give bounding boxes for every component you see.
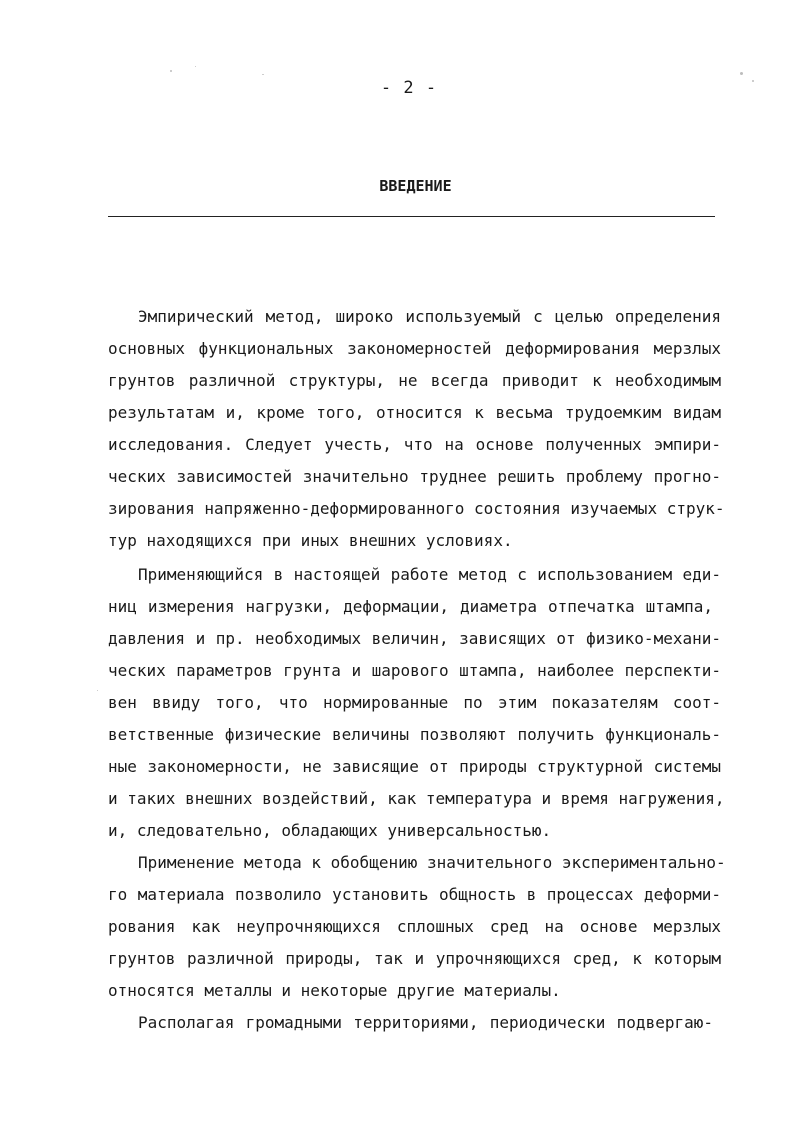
scan-speck xyxy=(195,66,196,67)
scan-speck xyxy=(262,74,264,75)
text-line: ниц измерения нагрузки, деформации, диаметра отпечатка штампа, xyxy=(108,597,713,616)
scan-speck xyxy=(740,72,743,75)
scan-speck xyxy=(170,70,172,72)
text-line: рования как неупрочняющихся сплошных сред на основе мерзлых xyxy=(108,917,721,936)
text-line: грунтов различной структуры, не всегда приводит к необходимым xyxy=(108,371,721,390)
text-line: и таких внешних воздействий, как температура и время нагружения, xyxy=(108,789,725,808)
text-line: ческих параметров грунта и шарового штампа, наиболее перспекти- xyxy=(108,661,721,680)
text-line: Располагая громадными территориями, периодически подвергаю- xyxy=(138,1013,713,1032)
scan-speck xyxy=(752,80,754,82)
text-line: вен ввиду того, что нормированные по этим показателям соот- xyxy=(108,693,721,712)
text-line: тур находящихся при иных внешних условиях. xyxy=(108,531,513,550)
text-line: ные закономерности, не зависящие от природы структурной системы xyxy=(108,757,721,776)
text-line: Применяющийся в настоящей работе метод с использованием еди- xyxy=(138,565,721,584)
text-line: и, следовательно, обладающих универсальностью. xyxy=(108,821,552,840)
text-line: основных функциональных закономерностей деформирования мерзлых xyxy=(108,339,721,358)
text-line: ветственные физические величины позволяют получить функциональ- xyxy=(108,725,721,744)
text-line: ческих зависимостей значительно труднее решить проблему прогно- xyxy=(108,467,721,486)
text-line: результатам и, кроме того, относится к весьма трудоемким видам xyxy=(108,403,721,422)
text-line: относятся металлы и некоторые другие материалы. xyxy=(108,981,561,1000)
section-heading: ВВЕДЕНИЕ xyxy=(379,177,452,195)
text-line: давления и пр. необходимых величин, зависящих от физико-механи- xyxy=(108,629,721,648)
scan-speck xyxy=(97,690,98,691)
text-line: грунтов различной природы, так и упрочняющихся сред, к которым xyxy=(108,949,721,968)
text-line: Применение метода к обобщению значительного экспериментально- xyxy=(138,853,726,872)
text-line: зирования напряженно-деформированного состояния изучаемых струк- xyxy=(108,499,725,518)
heading-underline xyxy=(108,216,715,217)
page-number: - 2 - xyxy=(380,78,438,98)
text-line: Эмпирический метод, широко используемый с целью определения xyxy=(138,307,721,326)
text-line: го материала позволило установить общность в процессах деформи- xyxy=(108,885,721,904)
text-line: исследования. Следует учесть, что на основе полученных эмпири- xyxy=(108,435,721,454)
